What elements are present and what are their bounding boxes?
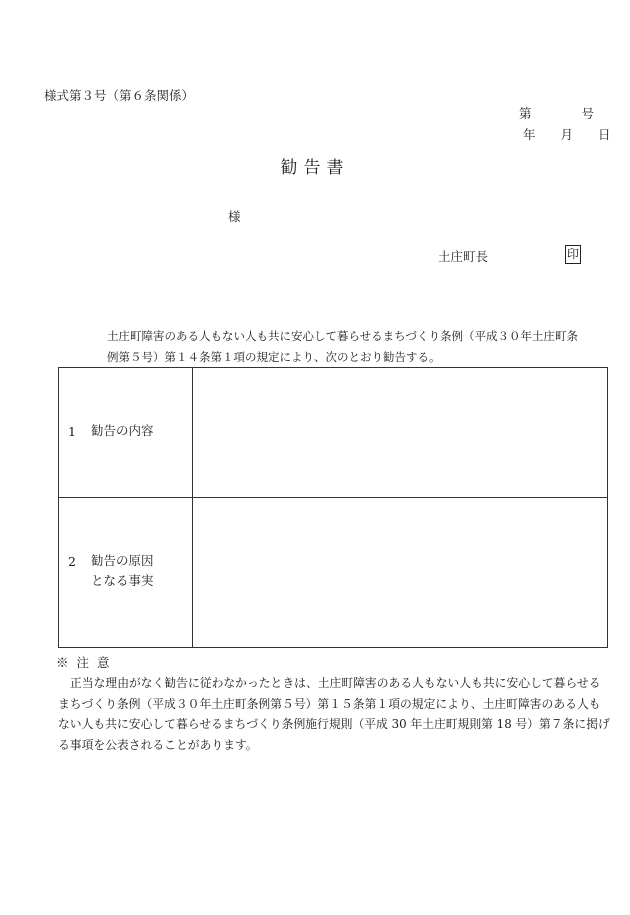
label-cell	[59, 368, 193, 497]
form-number: 様式第３号（第６条関係）	[44, 88, 195, 103]
row-label	[91, 551, 154, 591]
row-label-line: 勧告の原因	[91, 553, 154, 568]
row-number: 2	[68, 554, 76, 569]
document-number: 第 号	[519, 106, 595, 121]
row-number: 1	[68, 424, 76, 439]
content-cell-recommendation[interactable]	[193, 368, 607, 497]
row-label	[91, 421, 154, 441]
page-title: 勧告書	[280, 158, 350, 178]
notes-body: 正当な理由がなく勧告に従わなかったときは、土庄町障害のある人もない人も共に安心して暮らせるまちづくり条例（平成３０年土庄町条例第５号）第１５条第１項の規定により、土庄町障害のある人もない人も共に安心して暮らせるまちづくり条例施行規則（平成 30 年土庄町規則第 18 号）第７条に掲げる事項を公表されることがあります。	[58, 676, 610, 752]
notes-heading: ※ 注 意	[56, 655, 112, 670]
recipient-honorific: 様	[228, 209, 241, 224]
row-label-line: となる事実	[91, 573, 154, 588]
table-row	[59, 368, 607, 498]
seal-mark: 印	[565, 245, 581, 264]
content-cell-cause[interactable]	[193, 498, 607, 648]
intro-paragraph: 土庄町障害のある人もない人も共に安心して暮らせるまちづくり条例（平成３０年土庄町条例第５号）第１４条第１項の規定により、次のとおり勧告する。	[107, 329, 579, 364]
row-label-line: 勧告の内容	[91, 423, 154, 438]
recommendation-table	[58, 367, 608, 648]
document-date: 年 月 日	[523, 127, 611, 142]
issuer-name: 土庄町長	[438, 249, 489, 264]
label-cell	[59, 498, 193, 648]
table-row	[59, 498, 607, 648]
